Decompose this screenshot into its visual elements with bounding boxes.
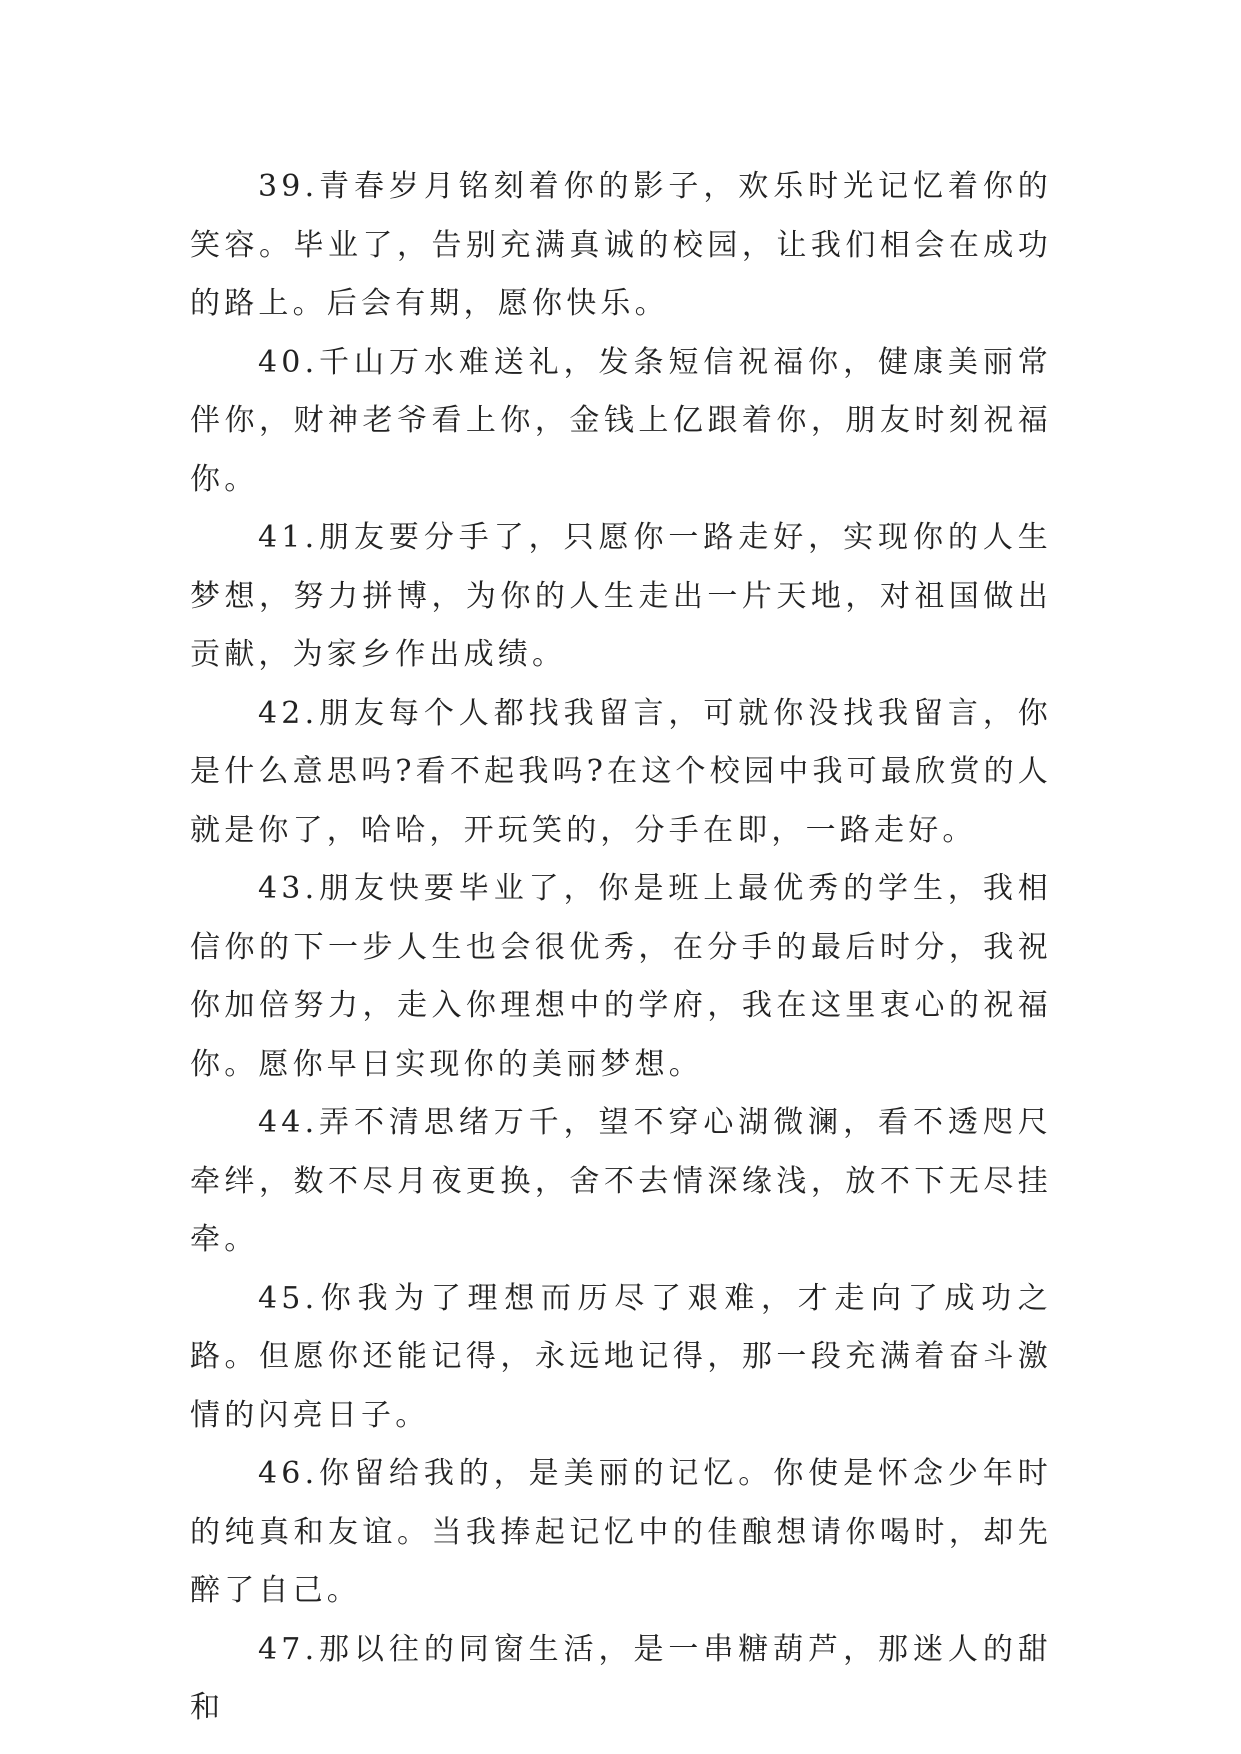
- paragraph-40: 40.千山万水难送礼，发条短信祝福你，健康美丽常伴你，财神老爷看上你，金钱上亿跟着你，朋友时刻祝福你。: [190, 344, 1052, 497]
- paragraph-46: 46.你留给我的，是美丽的记忆。你使是怀念少年时的纯真和友谊。当我捧起记忆中的佳酿想请你喝时，却先醉了自己。: [190, 1456, 1052, 1608]
- paragraph-44: 44.弄不清思绪万千，望不穿心湖微澜，看不透咫尺牵绊，数不尽月夜更换，舍不去情深缘浅，放不下无尽挂牵。: [190, 1105, 1052, 1257]
- paragraph-42: 42.朋友每个人都找我留言，可就你没找我留言，你是什么意思吗?看不起我吗?在这个校园中我可最欣赏的人就是你了，哈哈，开玩笑的，分手在即，一路走好。: [190, 695, 1052, 848]
- paragraph-45: 45.你我为了理想而历尽了艰难，才走向了成功之路。但愿你还能记得，永远地记得，那一段充满着奋斗激情的闪亮日子。: [190, 1280, 1052, 1433]
- paragraph-43: 43.朋友快要毕业了，你是班上最优秀的学生，我相信你的下一步人生也会很优秀，在分手的最后时分，我祝你加倍努力，走入你理想中的学府，我在这里衷心的祝福你。愿你早日实现你的美丽梦想。: [190, 871, 1052, 1082]
- paragraph-47: 47.那以往的同窗生活，是一串糖葫芦，那迷人的甜和: [190, 1631, 1052, 1725]
- document-body: [190, 158, 1052, 1738]
- paragraph-39: 39.青春岁月铭刻着你的影子，欢乐时光记忆着你的笑容。毕业了，告别充满真诚的校园，让我们相会在成功的路上。后会有期，愿你快乐。: [190, 169, 1052, 321]
- paragraph-41: 41.朋友要分手了，只愿你一路走好，实现你的人生梦想，努力拼博，为你的人生走出一片天地，对祖国做出贡献，为家乡作出成绩。: [190, 520, 1052, 672]
